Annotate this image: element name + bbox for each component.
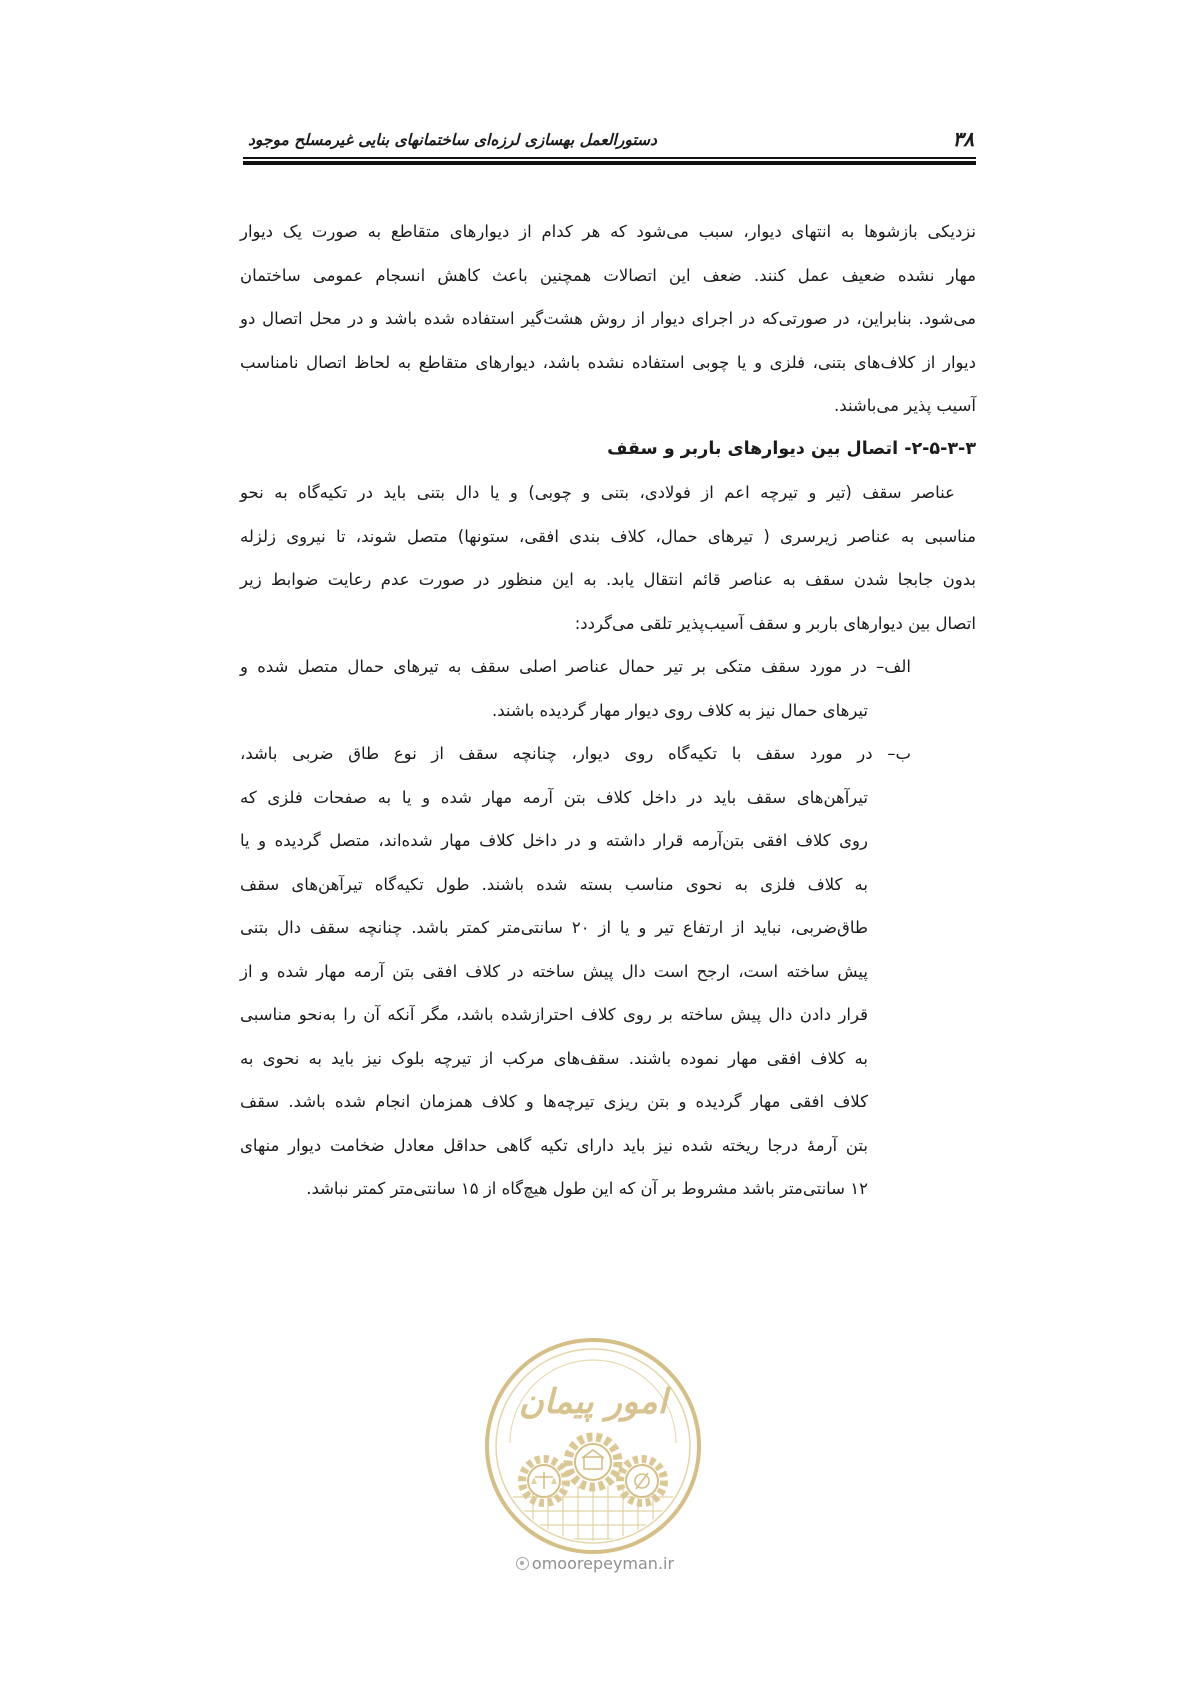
list-item-line: به کلاف فلزی به نحوی مناسب بسته شده باشند. طول تکیه‌گاه تیرآهن‌های سقف: [240, 874, 868, 894]
list-item-line: به کلاف افقی مهار نموده باشند. سقف‌های مرکب از تیرچه بلوک نیز باید به نحوی به: [240, 1048, 868, 1068]
section-heading: [240, 428, 976, 472]
gear-icon: [568, 1437, 618, 1487]
header-rule-thin: [243, 157, 976, 159]
list-item-line: الف– در مورد سقف متکی بر تیر حمال عناصر اصلی سقف به تیرهای حمال متصل شده و: [240, 657, 911, 676]
paragraph-line: مناسبی به عناصر زیرسری ( تیرهای حمال، کلاف بندی افقی، ستونها) متصل شوند، تا نیروی زلزله: [240, 526, 976, 546]
page-number: ۳۸: [952, 127, 974, 151]
list-item-line: ۱۲ سانتی‌متر باشد مشروط بر آن که این طول هیچ‌گاه از ۱۵ سانتی‌متر کمتر نباشد.: [306, 1179, 868, 1198]
header-rule-thick: [243, 161, 976, 165]
logo-lettering: امور پیمان: [518, 1382, 668, 1422]
list-item-line: کلاف افقی مهار گردیده و بتن ریزی تیرچه‌ها و کلاف همزمان انجام شده باشد. سقف: [240, 1092, 868, 1111]
list-item-line: بتن آرمهٔ درجا ریخته شده نیز باید دارای تکیه گاهی حداقل معادل ضخامت دیوار منهای: [240, 1135, 868, 1155]
globe-icon: [516, 1557, 529, 1570]
website-text: omoorepeyman.ir: [531, 1553, 675, 1573]
body-text: [240, 210, 976, 1211]
paragraph-line: نزدیکی بازشوها به انتهای دیوار، سبب می‌شود که هر کدام از دیوارهای متقاطع به صورت یک دیوار: [240, 222, 976, 241]
list-item-line: تیرآهن‌های سقف باید در داخل کلاف بتن آرمه مهار شده و یا به صفحات فلزی که: [240, 787, 868, 807]
paragraph-line: اتصال بین دیوارهای باربر و سقف آسیب‌پذیر تلقی می‌گردد:: [574, 613, 976, 633]
list-item-line: تیرهای حمال نیز به کلاف روی دیوار مهار گردیده باشند.: [491, 700, 868, 720]
list-item-alef: [240, 645, 976, 732]
paragraph-line: دیوار از کلاف‌های بتنی، فلزی و یا چوبی استفاده نشده باشد، دیوارهای متقاطع به لحاظ اتصال نامناسب: [240, 352, 976, 372]
list-item-line: ب– در مورد سقف با تکیه‌گاه روی دیوار، چنانچه سقف از نوع طاق ضربی باشد،: [240, 744, 911, 763]
paragraph-line: مهار نشده ضعیف عمل کنند. ضعف این اتصالات همچنین باعث کاهش انسجام عمومی ساختمان: [240, 265, 976, 285]
watermark-logo: [478, 1331, 708, 1561]
list-item-line: طاق‌ضربی، نباید از ارتفاع تیر و یا از ۲۰ سانتی‌متر کمتر باشد. چنانچه سقف دال بتنی: [240, 918, 868, 937]
watermark-website: [0, 1550, 1190, 1576]
paragraph-line: می‌شود. بنابراین، در صورتی‌که در اجرای دیوار از روش هشت‌گیر استفاده شده باشد و در محل اتصال دو: [240, 309, 976, 328]
list-item-be: [240, 732, 976, 1211]
list-item-line: پیش ساخته است، ارجح است دال پیش ساخته در کلاف افقی بتن آرمه مهار شده و از: [240, 961, 868, 981]
paragraph-2: [240, 471, 976, 645]
paragraph-line: عناصر سقف (تیر و تیرچه اعم از فولادی، بتنی و چوبی) و یا دال بتنی باید در تکیه‌گاه به نحو: [240, 483, 955, 502]
running-header-title: دستورالعمل بهسازی لرزه‌ای ساختمانهای بنایی غیرمسلح موجود: [248, 131, 657, 149]
paragraph-line: آسیب پذیر می‌باشند.: [834, 396, 976, 415]
paragraph-line: بدون جابجا شدن سقف به عناصر قائم انتقال یابد. به این منظور در صورت عدم رعایت ضوابط زیر: [240, 570, 976, 589]
section-number: ۳-۳-۵-۲-: [904, 438, 976, 459]
list-item-line: روی کلاف افقی بتن‌آرمه قرار داشته و در داخل کلاف مهار شده‌اند، متصل گردیده و یا: [240, 831, 868, 850]
paragraph-1: [240, 210, 976, 428]
list-item-line: قرار دادن دال پیش ساخته بر روی کلاف احترازشده باشد، مگر آنکه آن را به‌نحو مناسبی: [240, 1005, 868, 1024]
section-title: اتصال بین دیوارهای باربر و سقف: [607, 438, 899, 459]
